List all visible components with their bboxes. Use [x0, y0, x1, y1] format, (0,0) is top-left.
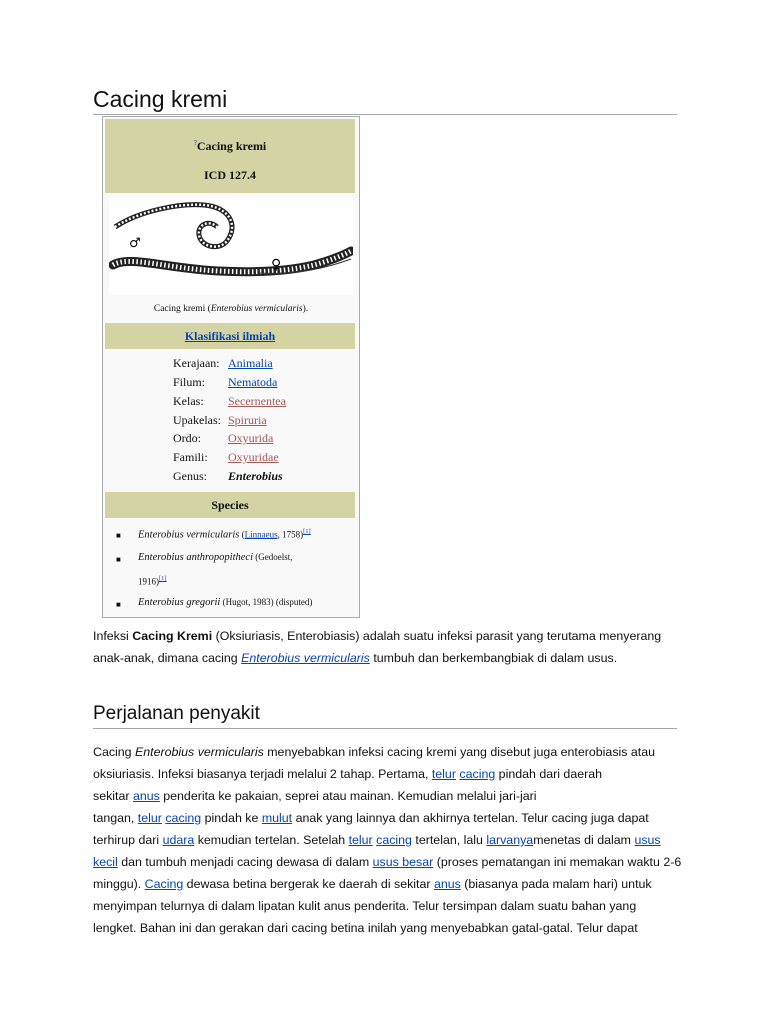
taxonomy-row-phylum: Filum: Nematoda — [173, 375, 278, 389]
phylum-link[interactable]: Nematoda — [228, 375, 278, 389]
species-item: Enterobius vermicularis (Linnaeus, 1758)[1] — [138, 528, 311, 541]
species-item: Enterobius anthropopitheci (Gedoelst, — [138, 552, 293, 563]
subclass-link[interactable]: Spiruria — [228, 413, 267, 427]
male-symbol: ♂ — [129, 236, 141, 251]
cacing-link[interactable]: Cacing — [144, 877, 184, 891]
species-bullet-icon: ■ — [116, 555, 121, 564]
infobox-ref-link[interactable]: ? — [193, 139, 197, 147]
classification-link[interactable]: Klasifikasi ilmiah — [184, 329, 276, 343]
cacing-link[interactable]: cacing — [376, 833, 412, 847]
species-author-link[interactable]: Linnaeus — [244, 529, 278, 540]
taxonomy-row-kingdom: Kerajaan: Animalia — [173, 356, 273, 370]
udara-link[interactable]: udara — [162, 833, 195, 847]
infobox-name: ?Cacing kremi — [193, 139, 267, 153]
cacing-link[interactable]: cacing — [165, 811, 202, 825]
enterobius-link[interactable]: Enterobius vermicularis — [241, 651, 370, 665]
infobox-caption: Cacing kremi (Enterobius vermicularis). — [153, 304, 309, 314]
telur-link[interactable]: telur — [137, 811, 162, 825]
species-item: Enterobius gregorii (Hugot, 1983) (disputed) — [138, 597, 313, 608]
anus-link[interactable]: anus — [433, 877, 461, 891]
telur-link[interactable]: telur — [431, 767, 456, 781]
classification-header — [105, 323, 355, 349]
taxonomy-row-class: Kelas: Secernentea — [173, 394, 286, 408]
female-symbol: ♀ — [271, 257, 282, 273]
section-divider — [93, 728, 677, 729]
kecil-link[interactable]: kecil — [93, 855, 118, 869]
species-item-cont: 1916)[1] — [138, 575, 167, 587]
taxonomy-row-subclass: Upakelas: Spiruria — [173, 413, 267, 427]
section-title: Perjalanan penyakit — [93, 703, 260, 724]
section-paragraph: Cacing Enterobius vermicularis menyebabkan infeksi cacing kremi yang disebut juga enterobiasis atau oksiuriasis. Infeksi biasanya terjadi melalui 2 tahap. Pertama, telur cacing pindah dari daerah sekitar anus penderita ke pakaian, seprei atau mainan. Kemudian melalui jari-jari tangan, telur cacing pindah ke mulut anak yang lainnya dan akhirnya tertelan. Telur cacing juga dapat terhirup dari udara kemudian tertelan. Setelah telur cacing tertelan, lalu larvanyamenetas di dalam usus kecil dan tumbuh menjadi cacing dewasa di dalam usus besar (proses pematangan ini memakan waktu 2-6 minggu). Cacing dewasa betina bergerak ke daerah di sekitar anus (biasanya pada malam hari) untuk menyimpan telurnya di dalam lipatan kulit anus penderita. Telur tersimpan dalam suatu bahan yang lengket. Bahan ini dan gerakan dari cacing betina inilah yang menyebabkan gatal-gatal. Telur dapat — [93, 745, 682, 935]
order-link[interactable]: Oxyurida — [228, 431, 274, 445]
taxonomy-row-order: Ordo: Oxyurida — [173, 431, 274, 445]
title-divider — [93, 114, 677, 115]
pinworm-drawing — [109, 197, 353, 295]
pinworm-illustration — [109, 197, 353, 295]
cacing-link[interactable]: cacing — [459, 767, 496, 781]
anus-link[interactable]: anus — [132, 789, 160, 803]
species-bullet-icon: ■ — [116, 531, 121, 540]
species-ref-link[interactable]: [1] — [303, 528, 311, 535]
class-link[interactable]: Secernentea — [228, 394, 286, 408]
page-title: Cacing kremi — [93, 86, 228, 112]
species-header: Species — [105, 492, 355, 518]
infobox — [102, 116, 360, 618]
infobox-header — [105, 119, 355, 193]
telur-link[interactable]: telur — [348, 833, 373, 847]
species-ref-link[interactable]: [1] — [159, 575, 167, 582]
taxonomy-row-genus: Genus: Enterobius — [173, 469, 283, 483]
usus-besar-link[interactable]: usus besar — [372, 855, 434, 869]
infobox-icd: ICD 127.4 — [203, 168, 256, 182]
usus-link[interactable]: usus — [634, 833, 661, 847]
genus-value: Enterobius — [228, 469, 283, 483]
intro-paragraph: Infeksi Cacing Kremi (Oksiuriasis, Enterobiasis) adalah suatu infeksi parasit yang terutama menyerang anak-anak, dimana cacing Enterobius vermicularis tumbuh dan berkembangbiak di dalam usus. — [93, 629, 662, 665]
family-link[interactable]: Oxyuridae — [228, 450, 279, 464]
taxonomy-row-family: Famili: Oxyuridae — [173, 450, 279, 464]
mulut-link[interactable]: mulut — [261, 811, 293, 825]
kingdom-link[interactable]: Animalia — [228, 356, 273, 370]
larva-link[interactable]: larvanya — [486, 833, 534, 847]
species-bullet-icon: ■ — [116, 600, 121, 609]
